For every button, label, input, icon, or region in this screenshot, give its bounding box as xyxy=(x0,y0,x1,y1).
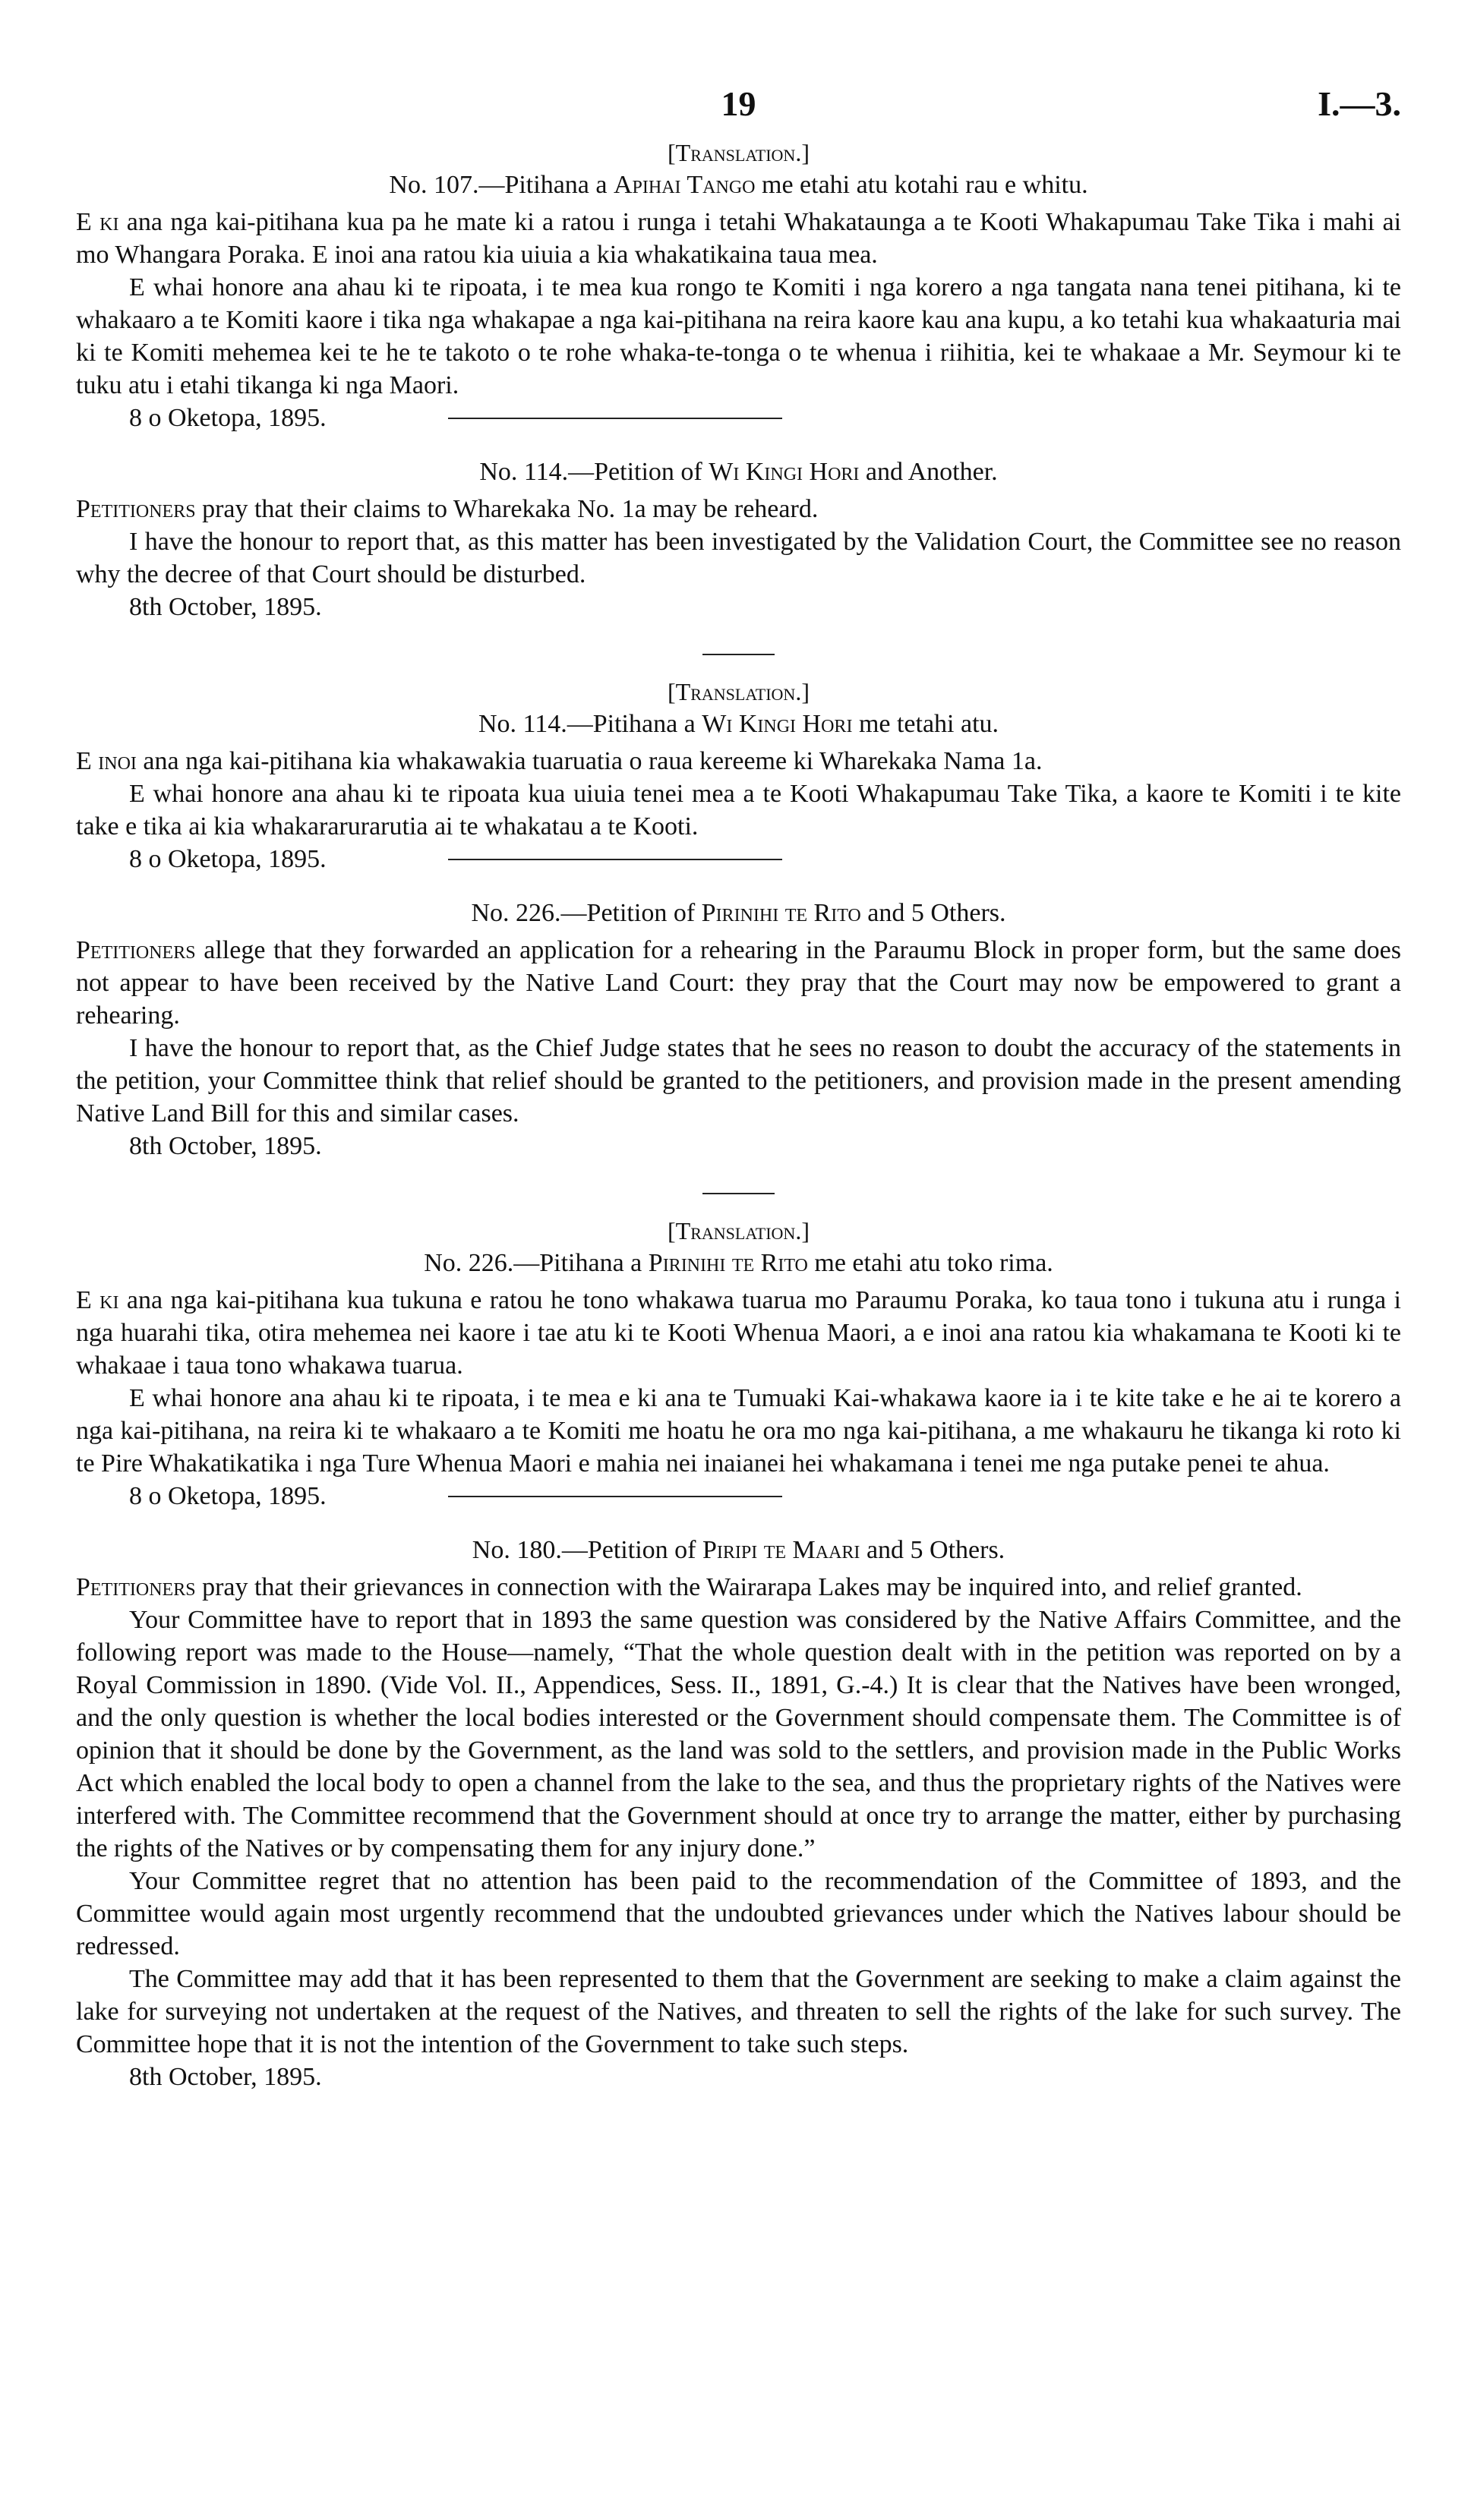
petition-114 xyxy=(76,456,1401,655)
date-line: 8th October, 1895. xyxy=(129,2063,322,2091)
section-heading: No. 114.—Pitihana a Wi Kingi Hori me tetahi atu. xyxy=(478,710,999,738)
paragraph: E ki ana nga kai-pitihana kua pa he mate ki a ratou i runga i tetahi Whakataunga a te Kooti Whakapumau Take Tika i mahi ai mo Whangara Poraka. E inoi ana ratou kia uiuia a kia whakatikaina taua mea. xyxy=(76,208,1402,269)
petition-114-translation xyxy=(76,678,1401,875)
section-heading: No. 114.—Petition of Wi Kingi Hori and Another. xyxy=(479,458,998,486)
paragraph: I have the honour to report that, as this matter has been investigated by the Validation Court, the Committee see no reason why the decree of that Court should be disturbed. xyxy=(76,528,1401,588)
paragraph: The Committee may add that it has been represented to them that the Government are seeking to make a claim against the lake for surveying not undertaken at the request of the Natives, and threaten to sell the rights of the lake for such survey. The Committee hope that it is not the intention of the Government to take such steps. xyxy=(76,1965,1401,2058)
petitioner-name: Piripi te Maari xyxy=(702,1536,860,1564)
section-heading: No. 107.—Pitihana a Apihai Tango me etahi atu kotahi rau e whitu. xyxy=(389,171,1088,199)
date-line: 8th October, 1895. xyxy=(129,593,322,621)
translation-label: [Translation.] xyxy=(668,678,810,705)
section-heading: No. 226.—Pitihana a Pirinihi te Rito me etahi atu toko rima. xyxy=(424,1249,1053,1277)
divider xyxy=(448,859,782,860)
petition-226-translation xyxy=(76,1217,1401,1512)
petition-180 xyxy=(76,1534,1401,2093)
section-heading: No. 226.—Petition of Pirinihi te Rito and 5 Others. xyxy=(471,899,1006,927)
date-line: 8 o Oketopa, 1895. xyxy=(129,1482,327,1510)
paragraph: I have the honour to report that, as the Chief Judge states that he sees no reason to doubt the accuracy of the statements in the petition, your Committee think that relief should be granted to the petitioners, and provision made in the present amending Native Land Bill for this and similar cases. xyxy=(76,1034,1401,1128)
document-page xyxy=(76,0,1401,2093)
petition-226 xyxy=(76,897,1401,1194)
divider xyxy=(448,418,782,419)
petition-107-translation xyxy=(76,139,1401,434)
petitioner-name: Pirinihi te Rito xyxy=(648,1249,808,1277)
divider xyxy=(702,654,775,655)
petitioner-name: Wi Kingi Hori xyxy=(702,710,853,738)
paragraph: E inoi ana nga kai-pitihana kia whakawakia tuaruatia o raua kereeme ki Wharekaka Nama 1a. xyxy=(76,747,1043,775)
paragraph: E ki ana nga kai-pitihana kua tukuna e ratou he tono whakawa tuarua mo Paraumu Poraka, ko taua tono i tukuna atu i runga i nga huarahi tika, otira mehemea nei kaore i tae atu ki te Kooti Whenua Maori, a e inoi ana ratou kia whakamana te Kooti ki te whakaae i taua tono whakawa tuarua. xyxy=(76,1286,1402,1380)
divider xyxy=(448,1496,782,1497)
paragraph: Your Committee regret that no attention has been paid to the recommendation of the Committee of 1893, and the Committee would again most urgently recommend that the undoubted grievances under which the Natives labour should be redressed. xyxy=(76,1867,1401,1960)
date-line: 8 o Oketopa, 1895. xyxy=(129,404,327,432)
paragraph: E whai honore ana ahau ki te ripoata, i te mea e ki ana te Tumuaki Kai-whakawa kaore ia i te kite take e he ai te korero a nga kai-pitihana, na reira ki te whakaaro a te Komiti me hoatu he ora mo nga kai-pitihana, a me whakauru he tikanga ki roto ki te Pire Whakatikatika i nga Ture Whenua Maori e mahia nei inaianei hei whakamana i tenei me nga putake penei te ahua. xyxy=(76,1384,1401,1478)
date-line: 8th October, 1895. xyxy=(129,1132,322,1160)
paragraph: Petitioners pray that their grievances in connection with the Wairarapa Lakes may be inquired into, and relief granted. xyxy=(76,1573,1302,1601)
translation-label: [Translation.] xyxy=(668,1217,810,1244)
document-reference: I.—3. xyxy=(1318,84,1401,123)
paragraph: E whai honore ana ahau ki te ripoata, i te mea kua rongo te Komiti i nga korero a nga tangata nana tenei pitihana, ki te whakaaro a te Komiti kaore i tika nga whakapae a nga kai-pitihana na reira kaore kau ana kupu, a ko tetahi kua whakaaturia mai ki te Komiti mehemea kei te he te takoto o te rohe whaka-te-tonga o te whenua i riihitia, kei te whakaae a Mr. Seymour ki te tuku atu i etahi tikanga ki nga Maori. xyxy=(76,273,1401,399)
petitioner-name: Apihai Tango xyxy=(613,171,756,199)
paragraph: E whai honore ana ahau ki te ripoata kua uiuia tenei mea a te Kooti Whakapumau Take Tika, a kaore te Komiti i te kite take e tika ai kia whakararurarutia ai te whakatau a te Kooti. xyxy=(76,780,1401,841)
translation-label: [Translation.] xyxy=(668,139,810,166)
petitioner-name: Wi Kingi Hori xyxy=(709,458,860,486)
paragraph: Petitioners pray that their claims to Wharekaka No. 1a may be reheard. xyxy=(76,495,819,523)
paragraph: Your Committee have to report that in 1893 the same question was considered by the Native Affairs Committee, and the following report was made to the House—namely, “That the whole question dealt with in the petition was reported on by a Royal Commission in 1890. (Vide Vol. II., Appendices, Sess. II., 1891, G.-4.) It is clear that the Natives have been wronged, and the only question is whether the local bodies interested or the Government should compensate them. The Committee is of opinion that it should be done by the Government, as the land was sold to the settlers, and provision made in the Public Works Act which enabled the local body to open a channel from the lake to the sea, and thus the proprietary rights of the Natives were interfered with. The Committee recommend that the Government should at once try to arrange the matter, either by purchasing the rights of the Natives or by compensating them for any injury done.” xyxy=(76,1606,1401,1862)
page-header xyxy=(76,0,1401,125)
divider xyxy=(702,1193,775,1194)
petitioner-name: Pirinihi te Rito xyxy=(701,899,861,927)
page-number: 19 xyxy=(721,84,756,123)
paragraph: Petitioners allege that they forwarded an application for a rehearing in the Paraumu Block in proper form, but the same does not appear to have been received by the Native Land Court: they pray that the Court may now be empowered to grant a rehearing. xyxy=(76,936,1401,1030)
section-heading: No. 180.—Petition of Piripi te Maari and 5 Others. xyxy=(472,1536,1005,1564)
date-line: 8 o Oketopa, 1895. xyxy=(129,845,327,873)
